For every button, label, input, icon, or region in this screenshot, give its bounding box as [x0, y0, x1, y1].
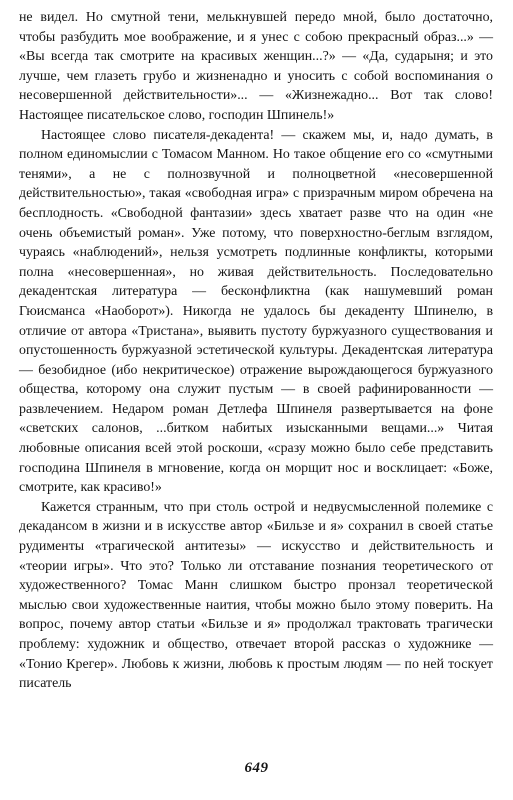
paragraph-1: не видел. Но смутной тени, мелькнувшей передо мной, было достаточно, чтобы разбудить мое воображение, и я унес с собою прекрасный образ...» — «Вы всегда так смотрите на красивых женщин...?» — «Да, сударыня; и это лучше, чем глазеть грубо и жизненадно и уносить с собой воспоминания о несовершенной действительности»... — «Жизнежадно... Вот так слово! Настоящее писательское слово, господин Шпинель!» — [19, 10, 493, 123]
paragraph-2: Настоящее слово писателя-декадента! — скажем мы, и, надо думать, в полном единомыслии с Томасом Манном. Но такое общение его со «смутными тенями», а не с полнозвучной и полноцветной «несовершенной действительностью», такая «свободная игра» с призрачным миром обречена на бесплодность. «Свободной фантазии» здесь хватает разве что на один «не очень объемистый роман». Уже потому, что поверхностно-беглым взглядом, чураясь «наблюдений», нельзя усмотреть подлинные конфликты, которыми полна «несовершенная», но живая действительность. Последовательно декадентская литература — бесконфликтна (как нашумевший роман Гюисманса «Наоборот»). Никогда не удалось бы декаденту Шпинелю, в отличие от автора «Тристана», выявить пустоту буржуазного существования и опустошенность буржуазной эстетической культуры. Декадентская литература — безобидное (ибо некритическое) отражение вырождающегося буржуазного общества, которому она служит пустым — в своей рафинированности — развлечением. Недаром роман Детлефа Шпинеля развертывается на фоне «светских салонов, ...битком набитых изысканными вещами...» Читая любовные описания всей этой роскоши, «сразу можно было себе представить господина Шпинеля в мгновение, когда он морщит нос и восклицает: «Боже, смотрите, как красиво!» — [19, 127, 493, 496]
page-number: 649 — [244, 760, 269, 776]
paragraph-3: Кажется странным, что при столь острой и недвусмысленной полемике с декадансом в жизни и в искусстве автор «Бильзе и я» сохранил в своей статье рудименты «трагической антитезы» — искусство и действительность и «теории игры». Что это? Только ли отставание познания теоретического от художественного? Томас Манн слишком быстро пронзал теоретической мыслью свои художественные наития, чтобы можно было этому поверить. На вопрос, почему автор статьи «Бильзе и я» продолжал трактовать трагически проблему: художник и общество, отвечает второй рассказ о художнике — «Тонио Крегер». Любовь к жизни, любовь к простым людям — по ней тоскует писатель — [19, 499, 493, 692]
page-body — [19, 8, 493, 768]
